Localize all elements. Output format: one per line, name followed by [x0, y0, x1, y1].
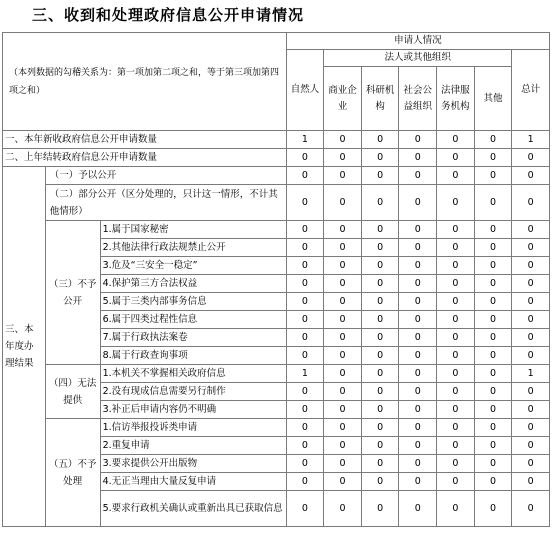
value-cell: 0: [399, 419, 437, 437]
row-label: 2.没有现成信息需要另行制作: [100, 383, 286, 401]
value-cell: 0: [324, 131, 362, 149]
header-note: （本列数据的勾稽关系为：第一项加第二项之和，等于第三项加第四项之和）: [3, 33, 287, 131]
group-label: （二）部分公开（区分处理的，只计这一情形，不计其他情形）: [45, 185, 286, 221]
value-cell: 0: [512, 473, 550, 491]
value-cell: 0: [286, 383, 324, 401]
value-cell: 0: [512, 383, 550, 401]
value-cell: 0: [399, 185, 437, 221]
value-cell: 0: [474, 275, 512, 293]
header-natural-person: 自然人: [286, 50, 324, 131]
value-cell: 0: [512, 167, 550, 185]
value-cell: 0: [324, 473, 362, 491]
value-cell: 0: [474, 185, 512, 221]
value-cell: 0: [361, 455, 399, 473]
value-cell: 0: [324, 311, 362, 329]
value-cell: 1: [512, 365, 550, 383]
value-cell: 0: [324, 293, 362, 311]
value-cell: 0: [361, 419, 399, 437]
value-cell: 0: [361, 275, 399, 293]
value-cell: 0: [324, 167, 362, 185]
value-cell: 0: [286, 275, 324, 293]
value-cell: 0: [286, 167, 324, 185]
table-row: [3, 185, 550, 221]
value-cell: 0: [437, 437, 475, 455]
group-label: （三）不予公开: [45, 221, 100, 365]
value-cell: 0: [324, 491, 362, 527]
value-cell: 0: [437, 383, 475, 401]
value-cell: 0: [399, 311, 437, 329]
row-label: 6.属于四类过程性信息: [100, 311, 286, 329]
value-cell: 1: [512, 131, 550, 149]
value-cell: 0: [324, 365, 362, 383]
value-cell: 0: [512, 455, 550, 473]
value-cell: 0: [361, 257, 399, 275]
value-cell: 0: [512, 221, 550, 239]
value-cell: 0: [437, 491, 475, 527]
header-applicant-status: 申请人情况: [286, 33, 549, 50]
value-cell: 0: [474, 239, 512, 257]
value-cell: 0: [324, 257, 362, 275]
value-cell: 0: [512, 329, 550, 347]
header-social-welfare: 社会公益组织: [399, 67, 437, 131]
row-label: 1.本机关不掌握相关政府信息: [100, 365, 286, 383]
value-cell: 0: [437, 401, 475, 419]
value-cell: 0: [361, 437, 399, 455]
value-cell: 0: [512, 491, 550, 527]
value-cell: 0: [286, 401, 324, 419]
row-label: 3.补正后申请内容仍不明确: [100, 401, 286, 419]
value-cell: 0: [437, 365, 475, 383]
value-cell: 0: [399, 275, 437, 293]
value-cell: 0: [474, 149, 512, 167]
value-cell: 0: [437, 347, 475, 365]
value-cell: 0: [512, 239, 550, 257]
table-row: [3, 365, 550, 383]
value-cell: 0: [361, 311, 399, 329]
value-cell: 0: [512, 437, 550, 455]
table-row: [3, 131, 550, 149]
value-cell: 0: [474, 455, 512, 473]
value-cell: 0: [361, 329, 399, 347]
value-cell: 0: [286, 149, 324, 167]
value-cell: 0: [399, 329, 437, 347]
value-cell: 0: [324, 437, 362, 455]
value-cell: 0: [399, 167, 437, 185]
value-cell: 0: [324, 221, 362, 239]
value-cell: 0: [324, 275, 362, 293]
value-cell: 0: [286, 293, 324, 311]
value-cell: 0: [286, 455, 324, 473]
value-cell: 0: [474, 419, 512, 437]
value-cell: 0: [286, 347, 324, 365]
value-cell: 1: [286, 131, 324, 149]
disclosure-table: [2, 32, 550, 527]
header-legal-service: 法律服务机构: [437, 67, 475, 131]
value-cell: 0: [437, 275, 475, 293]
table-row: [3, 221, 550, 239]
value-cell: 0: [474, 257, 512, 275]
value-cell: 0: [361, 491, 399, 527]
row-label: 3.要求提供公开出版物: [100, 455, 286, 473]
value-cell: 0: [474, 131, 512, 149]
value-cell: 0: [324, 185, 362, 221]
value-cell: 0: [361, 149, 399, 167]
row-label: 2.其他法律行政法规禁止公开: [100, 239, 286, 257]
value-cell: 0: [399, 239, 437, 257]
value-cell: 0: [324, 329, 362, 347]
row-label: 二、上年结转政府信息公开申请数量: [3, 149, 287, 167]
value-cell: 0: [361, 347, 399, 365]
value-cell: 0: [286, 473, 324, 491]
table-row: [3, 167, 550, 185]
row-label: 5.要求行政机关确认或重新出具已获取信息: [100, 491, 286, 527]
value-cell: 0: [437, 149, 475, 167]
value-cell: 0: [437, 221, 475, 239]
value-cell: 0: [474, 437, 512, 455]
row-label: 4.无正当理由大量反复申请: [100, 473, 286, 491]
value-cell: 0: [361, 365, 399, 383]
value-cell: 0: [474, 293, 512, 311]
value-cell: 0: [474, 383, 512, 401]
value-cell: 0: [324, 239, 362, 257]
value-cell: 0: [474, 347, 512, 365]
value-cell: 0: [286, 221, 324, 239]
value-cell: 0: [474, 329, 512, 347]
value-cell: 0: [361, 167, 399, 185]
table-row: [3, 149, 550, 167]
value-cell: 0: [399, 383, 437, 401]
value-cell: 0: [474, 221, 512, 239]
value-cell: 0: [286, 239, 324, 257]
value-cell: 0: [286, 419, 324, 437]
value-cell: 0: [324, 419, 362, 437]
header-research: 科研机构: [361, 67, 399, 131]
value-cell: 0: [286, 185, 324, 221]
value-cell: 0: [512, 185, 550, 221]
value-cell: 0: [399, 221, 437, 239]
value-cell: 0: [399, 365, 437, 383]
value-cell: 0: [437, 185, 475, 221]
value-cell: 0: [437, 239, 475, 257]
value-cell: 0: [474, 365, 512, 383]
value-cell: 0: [361, 473, 399, 491]
header-total: 总计: [512, 50, 550, 131]
value-cell: 0: [474, 311, 512, 329]
value-cell: 0: [286, 437, 324, 455]
value-cell: 0: [361, 401, 399, 419]
value-cell: 0: [324, 347, 362, 365]
value-cell: 0: [474, 473, 512, 491]
value-cell: 0: [286, 311, 324, 329]
value-cell: 0: [512, 419, 550, 437]
value-cell: 0: [361, 185, 399, 221]
value-cell: 0: [324, 401, 362, 419]
header-other: 其他: [474, 67, 512, 131]
value-cell: 0: [474, 167, 512, 185]
value-cell: 0: [437, 131, 475, 149]
value-cell: 1: [286, 365, 324, 383]
header-commercial: 商业企业: [324, 67, 362, 131]
row-label: 1.属于国家秘密: [100, 221, 286, 239]
section-label: 三、本年度办理结果: [3, 167, 46, 527]
value-cell: 0: [324, 383, 362, 401]
value-cell: 0: [399, 149, 437, 167]
value-cell: 0: [361, 293, 399, 311]
value-cell: 0: [361, 239, 399, 257]
value-cell: 0: [512, 311, 550, 329]
value-cell: 0: [286, 329, 324, 347]
header-legal-persons: 法人或其他组织: [324, 50, 512, 67]
value-cell: 0: [512, 275, 550, 293]
row-label: 1.信访举报投诉类申请: [100, 419, 286, 437]
value-cell: 0: [512, 347, 550, 365]
value-cell: 0: [361, 221, 399, 239]
value-cell: 0: [399, 437, 437, 455]
group-label: （一）予以公开: [45, 167, 286, 185]
page-title: 三、收到和处理政府信息公开申请情况: [32, 6, 305, 24]
value-cell: 0: [437, 455, 475, 473]
value-cell: 0: [474, 401, 512, 419]
value-cell: 0: [437, 257, 475, 275]
value-cell: 0: [437, 473, 475, 491]
value-cell: 0: [399, 293, 437, 311]
value-cell: 0: [437, 167, 475, 185]
value-cell: 0: [399, 455, 437, 473]
value-cell: 0: [474, 491, 512, 527]
row-label: 一、本年新收政府信息公开申请数量: [3, 131, 287, 149]
table-row: [3, 419, 550, 437]
value-cell: 0: [399, 347, 437, 365]
value-cell: 0: [324, 149, 362, 167]
value-cell: 0: [512, 401, 550, 419]
row-label: 8.属于行政查询事项: [100, 347, 286, 365]
row-label: 7.属于行政执法案卷: [100, 329, 286, 347]
value-cell: 0: [286, 491, 324, 527]
value-cell: 0: [286, 257, 324, 275]
value-cell: 0: [361, 383, 399, 401]
value-cell: 0: [399, 401, 437, 419]
value-cell: 0: [399, 131, 437, 149]
value-cell: 0: [399, 473, 437, 491]
value-cell: 0: [361, 131, 399, 149]
row-label: 4.保护第三方合法权益: [100, 275, 286, 293]
value-cell: 0: [512, 293, 550, 311]
row-label: 2.重复申请: [100, 437, 286, 455]
value-cell: 0: [399, 257, 437, 275]
value-cell: 0: [512, 257, 550, 275]
value-cell: 0: [437, 329, 475, 347]
value-cell: 0: [399, 491, 437, 527]
group-label: （四）无法提供: [45, 365, 100, 419]
value-cell: 0: [437, 293, 475, 311]
row-label: 5.属于三类内部事务信息: [100, 293, 286, 311]
value-cell: 0: [324, 455, 362, 473]
row-label: 3.危及“三安全一稳定”: [100, 257, 286, 275]
value-cell: 0: [437, 419, 475, 437]
value-cell: 0: [512, 149, 550, 167]
value-cell: 0: [437, 311, 475, 329]
group-label: （五）不予处理: [45, 419, 100, 527]
